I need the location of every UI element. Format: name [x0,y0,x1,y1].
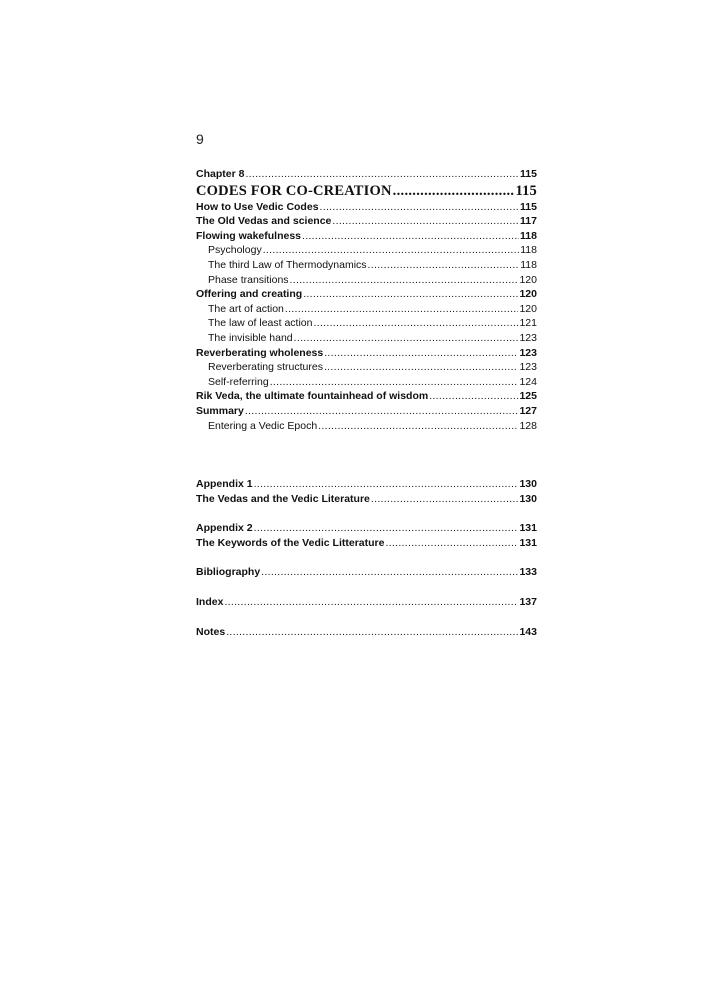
toc-subentry[interactable] [196,258,537,273]
toc-entry-page: 118 [520,229,537,242]
toc-entry-page: 133 [519,566,537,579]
dot-leader [303,287,518,302]
section-spacer [196,550,537,565]
toc-entry-page: 130 [519,492,537,505]
toc-entry-page: 123 [519,331,537,344]
dot-leader [313,316,518,331]
toc-entry-page: 137 [519,596,537,609]
toc-entry-page: 123 [519,346,537,359]
toc-entry-label: The third Law of Thermodynamics [208,258,367,271]
toc-notes[interactable] [196,625,537,640]
toc-subentry[interactable] [196,273,537,288]
toc-entry-label: Appendix 2 [196,522,253,535]
toc-entry-page: 131 [519,522,537,535]
toc-entry-label: Entering a Vedic Epoch [208,419,318,432]
toc-entry-label: Chapter 8 [196,168,245,180]
dot-leader [224,595,518,610]
toc-entry-page: 118 [520,258,537,271]
toc-subentry[interactable] [196,419,537,434]
dot-leader [270,375,519,390]
toc-entry-page: 125 [519,390,537,403]
dot-leader [429,389,518,404]
toc-entry-page: 115 [515,182,537,199]
toc-entry-page: 128 [519,419,537,432]
toc-entry-label: Notes [196,625,226,638]
dot-leader [318,419,518,434]
dot-leader [324,346,518,361]
toc-entry-page: 118 [520,244,537,257]
toc-entry[interactable] [196,229,537,244]
toc-entry-label: Reverberating structures [208,361,323,374]
toc-entry-label: The invisible hand [208,331,293,344]
toc-entry-label: Reverberating wholeness [196,346,324,359]
section-spacer [196,506,537,521]
toc-entry[interactable] [196,287,537,302]
toc-entry[interactable] [196,214,537,229]
toc-entry-label: The Old Vedas and science [196,215,332,228]
toc-chapter-heading[interactable] [196,167,537,182]
dot-leader [393,182,515,200]
toc-index[interactable] [196,595,537,610]
toc-entry-page: 117 [520,215,537,228]
dot-leader [290,273,519,288]
dot-leader [324,360,519,375]
toc-entry-page: 120 [519,273,537,286]
toc-entry-page: 115 [520,168,537,180]
toc-entry-page: 131 [519,536,537,549]
toc-entry-label: Appendix 1 [196,478,253,491]
dot-leader [285,302,519,317]
toc-entry-page: 124 [519,375,537,388]
toc-entry-label: The law of least action [208,317,313,330]
toc-entry-page: 115 [520,200,537,213]
dot-leader [332,214,519,229]
toc-chapter-title[interactable] [196,182,537,200]
toc-subentry[interactable] [196,302,537,317]
toc-entry-label: CODES FOR CO-CREATION [196,182,392,199]
toc-entry-label: How to Use Vedic Codes [196,200,319,213]
toc-entry-label: The Keywords of the Vedic Litterature [196,536,385,549]
dot-leader [368,258,520,273]
toc-entry[interactable] [196,200,537,215]
toc-entry-page: 121 [519,317,537,330]
toc-subentry[interactable] [196,316,537,331]
toc-entry-label: Flowing wakefulness [196,229,302,242]
section-spacer [196,580,537,595]
toc-entry-page: 143 [519,625,537,638]
toc-entry-page: 127 [519,404,537,417]
toc-entry-page: 123 [519,361,537,374]
toc-entry-page: 120 [519,288,537,301]
section-spacer [196,433,537,477]
dot-leader [245,167,519,182]
toc-subentry[interactable] [196,243,537,258]
page-number: 9 [196,131,204,147]
toc-entry-label: The art of action [208,302,284,315]
dot-leader [263,243,520,258]
toc-entry-label: Self-referring [208,375,269,388]
toc-entry-label: Summary [196,404,244,417]
toc-entry-label: Psychology [208,244,262,257]
toc-appendix-1-heading[interactable] [196,477,537,492]
dot-leader [371,492,519,507]
toc-appendix-1-title[interactable] [196,492,537,507]
table-of-contents [196,167,537,639]
toc-entry-page: 120 [519,302,537,315]
toc-subentry[interactable] [196,375,537,390]
toc-entry-label: Bibliography [196,566,261,579]
dot-leader [254,477,519,492]
dot-leader [226,625,518,640]
dot-leader [385,536,518,551]
toc-bibliography[interactable] [196,565,537,580]
toc-subentry[interactable] [196,360,537,375]
section-spacer [196,610,537,625]
toc-entry-label: The Vedas and the Vedic Literature [196,492,370,505]
toc-entry-label: Offering and creating [196,288,303,301]
toc-entry-page: 130 [519,478,537,491]
dot-leader [245,404,519,419]
toc-entry[interactable] [196,404,537,419]
dot-leader [294,331,519,346]
dot-leader [261,565,518,580]
toc-entry[interactable] [196,389,537,404]
toc-entry-label: Phase transitions [208,273,289,286]
toc-entry-label: Index [196,596,224,609]
dot-leader [320,200,520,215]
toc-entry[interactable] [196,346,537,361]
toc-appendix-2-title[interactable] [196,536,537,551]
dot-leader [254,521,519,536]
toc-entry-label: Rik Veda, the ultimate fountainhead of wisdom [196,390,429,403]
toc-appendix-2-heading[interactable] [196,521,537,536]
dot-leader [302,229,519,244]
toc-subentry[interactable] [196,331,537,346]
